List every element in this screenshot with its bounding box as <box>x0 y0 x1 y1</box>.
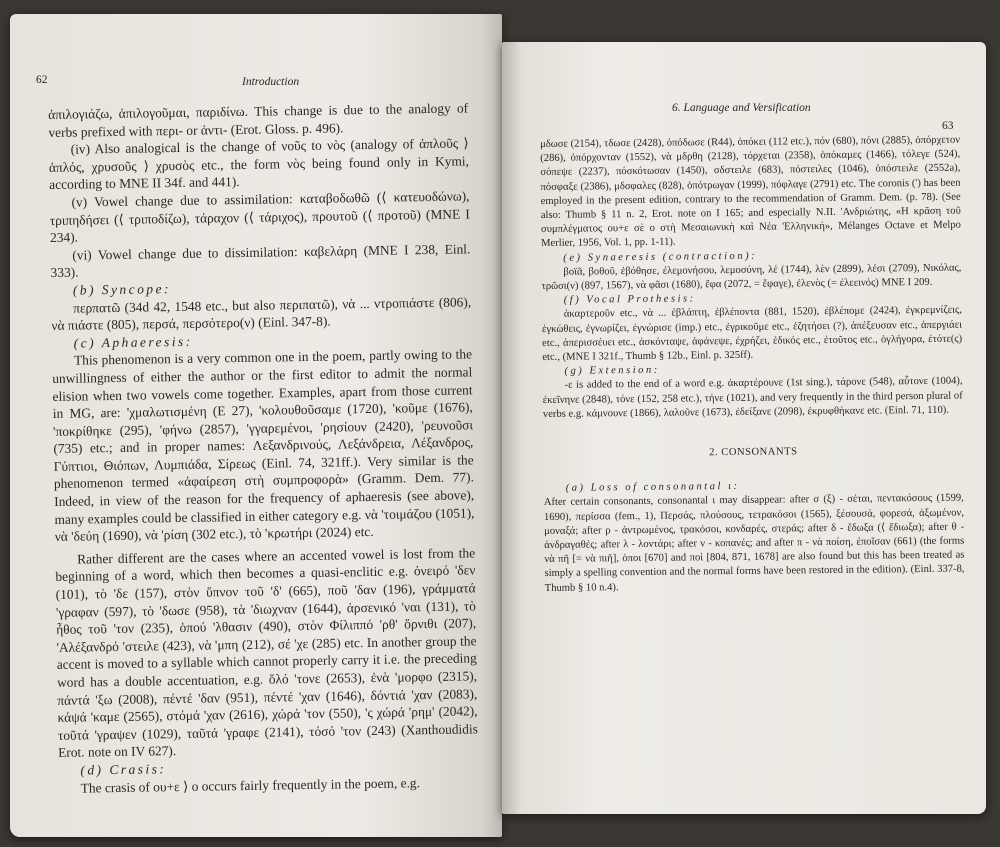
subsection-heading: (f) Vocal Prothesis: <box>563 293 696 306</box>
left-page <box>10 14 502 837</box>
paragraph: ἀπιλογιάζω, ἀπιλογοῦμαι, παριδίνω. This change is due to the analogy of verbs prefixed with περι- or ἀντι- (Erot. Gloss. p. 496). <box>48 100 469 140</box>
subsection-heading: (b) Syncope: <box>72 281 172 298</box>
paragraph: (vi) Vowel change due to dissimilation: καβελάρη (MNE I 238, Einl. 333). <box>50 241 471 281</box>
right-page-body <box>540 134 965 596</box>
page-number-left: 62 <box>36 74 48 86</box>
open-book <box>10 14 995 837</box>
running-head-left: Introduction <box>242 76 300 88</box>
paragraph: Rather different are the cases where an accented vowel is lost from the beginning of a word, which then becomes a quasi-enclitic e.g. ὀνειρό 'δεν (101), τὸ 'δε (157), στὸν ὕπνον τοῦ 'δ' (665), ποῦ 'δαν (196), γράμματά 'γραφαν (597), τὸ 'δωσε (958), τὰ 'διωχναν (1644), ἀρσενικό 'ναι (131), τὸ ἦθος τοῦ 'τον (235), ὁπού 'λθασιν (490), στὸν Φίλιππό 'ρθ' ὄρνιθι (207), 'Αλέξανδρό 'στειλε (423), νὰ 'μπη (212), σέ 'χε (285) etc. In another group the accent is moved to a syllable which cannot properly carry it i.e. the preceding word has a double accentuation, e.g. ὅλό 'τονε (2653), ἐνὰ 'μορφο (2315), πάντά 'ξω (2008), πέντέ 'δαν (951), πέντέ 'χαν (1646), δόντιά 'χαν (2083), κάψά 'καμε (2565), στόμά 'χαν (2616), χώρά 'τον (550), 'ς χώρά 'ρημ' (2042), τοῦτά 'γραψεν (1029), ταῦτά 'γραφε (2141), τόσό 'τον (243) (Xanthoudidis Erot. note on IV 627). <box>55 545 478 761</box>
left-page-body <box>48 99 479 797</box>
section-heading: 2. CONSONANTS <box>709 446 798 459</box>
paragraph: After certain consonants, consonantal ι may disappear: after σ (ξ) - σέται, πεντακόσους (1599, 1690), περίσσα (fem., 1), Περσάς, πλούσους, τετρακόσοι (1565), ξέσουσά, φορεσά, ἀξωμένον, μοναξά; after ρ - ἀντρωμένος, τρακόσοι, κονδαρές, στεράς; after δ - ἔδωξα (⟨ ἔδιωξα); after θ - ἀνδραγαθές; after λ - λοντάρι; after ν - κοπανές; and after π - νὰ ποίση, ἐποῖσαν (661) (the forms νὰ πῆ [= νὰ πιῆ], ὁποι [670] and ποὶ [804, 871, 1678] are also found but this has been treated as simply a spelling convention and the normal forms have been restored in the edition). (Einl. 337-8, Thumb § 10 n.4). <box>543 493 965 594</box>
subsection-heading: (e) Synaeresis (contraction): <box>563 250 758 264</box>
subsection-heading: (c) Aphaeresis: <box>73 333 193 351</box>
paragraph: -ε is added to the end of a word e.g. ἀκαρτέρουνε (1st sing.), τάρονε (548), αὖτονε (1004), ἐκεῖνηνε (2848), τόνε (152, 258 etc.), τήνε (1021), and very frequently in the third person plural of verbs e.g. κάμνουνε (1866), λαλοῦνε (1673), ἐδείξανε (2098), ἐκρυφθήκανε etc. (Einl. 71, 110). <box>542 376 963 420</box>
subsection-heading: (d) Crasis: <box>80 761 167 778</box>
subsection-heading: (a) Loss of consonantal ι: <box>565 481 740 495</box>
paragraph: (v) Vowel change due to assimilation: καταβοδωθῶ (⟨ κατευοδώνω), τριπηδήσει (⟨ τριποδίζω), τάραχον (⟨ τάριχος), προυτοῦ (⟨ προτοῦ) (MNE I 234). <box>49 188 470 246</box>
paragraph: The crasis of ου+ε ⟩ ο occurs fairly frequently in the poem, e.g. <box>80 774 421 796</box>
paragraph: ἀκαρτεροῦν etc., νὰ ... ἐβλάπτη, ἐβλέποντα (881, 1520), ἐβλέπομε (2424), ἐγκρεμνίζεις, ἐγκώθεις, ἐγνωρίζει, ἐγνώρισε (imp.) etc., ἐγρικοῦμε etc., ἐζητήσει (?), ἀπέξευσαν etc., ἀπεργιάει etc., ἀπερισσέυει etc., ἀσκόνταψε, ἀφάνεψε, ἐχρήζει, ἐδικός etc., ἐτοῦτος etc., ὀγλήγορα, ἐτότε(ς) etc., (MNE I 321f., Thumb § 12b., Einl. p. 325ff). <box>541 305 963 364</box>
paragraph: μδωσε (2154), τδωσε (2428), ὁπόδωσε (R44), ὁπόκει (112 etc.), πόν (680), πόνι (2885), ὁπόρχετον (286), ὁπόρχονταν (1552), νὰ μδρθη (2128), τόρχεται (2358), ὁπόκαμες (1466), τόλεγε (524), σόπεψε (2237), πόσκότωσαν (1450), σδστειλε (683), πόστειλες (1046), ὁπόστειλε (2552a), πόσφαξε (2386), μδσφαλες (828), ὁπότρωγαν (1999), πόφλαγε (2791) etc. The coronis (') has been employed in the present edition, contrary to the recommendation of Gramm. Dem. (p. 78). (See also: Thumb § 11 n. 2, Erot. note on I 165; and especially N.II. 'Ανδριώτης, «Η κρᾶση τοῦ συμπλέγματος ου+ε σὲ ο στὴ Μεσαιωνικὴ καὶ Νέα 'Ελληνική», Mélanges Octave et Melpo Merlier, 1956, Vol. 1, pp. 1-11). <box>540 134 961 250</box>
page-number-right: 63 <box>942 120 954 132</box>
paragraph: περπατῶ (34d 42, 1548 etc., but also περιπατῶ), νὰ ... ντροπιάστε (806), νὰ πιάστε (805), περσά, περσότερο(ν) (Einl. 347-8). <box>51 293 472 334</box>
right-page <box>502 42 986 814</box>
paragraph: βοϊᾶ, βοθοῦ, ἐβόθησε, ἐλεμονήσου, λεμοσύνη, λέ (1744), λὲν (2899), λέσι (2709), Νικόλας, τρῶσι(ν) (897, 1567), νὰ φᾶσι (1680), ἔφα (2072, = ἔφαγε), ἐλενὸς (= ἐλεεινός) MNE I 209. <box>541 262 962 293</box>
paragraph: This phenomenon is a very common one in the poem, partly owing to the unwillingness of either the author or the first editor to admit the normal elision when two vowels come together. Examples, apart from those current in MG, are: 'χμαλωτισμένη (E 27), 'κολουθοῦσαμε (1720), 'κοῦμε (1676), 'ποκρίθηκε (295), 'φήνω (2857), 'γγαρεμένοι, 'ρησίουν (2420), 'ρευνοῦσι (735) etc.; and in proper names: Λεξανδρινούς, Λεξάνδρεια, Λέξανδρος, Γύπτιοι, Θιόπων, Λυμπιάδα, Σίρεως (Einl. 74, 321ff.). Very similar is the phenomenon termed «ἀφαίρεση στὴ συμπροφορὰ» (Gramm. Dem. 77). Indeed, in view of the reason for the frequency of aphaeresis (see above), many examples could be classified in either category e.g. νὰ 'τοιμάζου (1051), νὰ 'δεύη (1690), νὰ 'ρίση (302 etc.), τὸ 'κρωτήρι (2024) etc. <box>52 346 475 545</box>
subsection-heading: (g) Extension: <box>564 365 660 378</box>
running-head-right: 6. Language and Versification <box>672 102 811 114</box>
paragraph: (iv) Also analogical is the change of νοῦς to νὸς (analogy of ἁπλοῦς ⟩ ἁπλός, χρυσοῦς ⟩ χρυσὸς etc., the form νὸς being found only in Kymi, according to MNE II 34f. and 441). <box>48 135 470 193</box>
